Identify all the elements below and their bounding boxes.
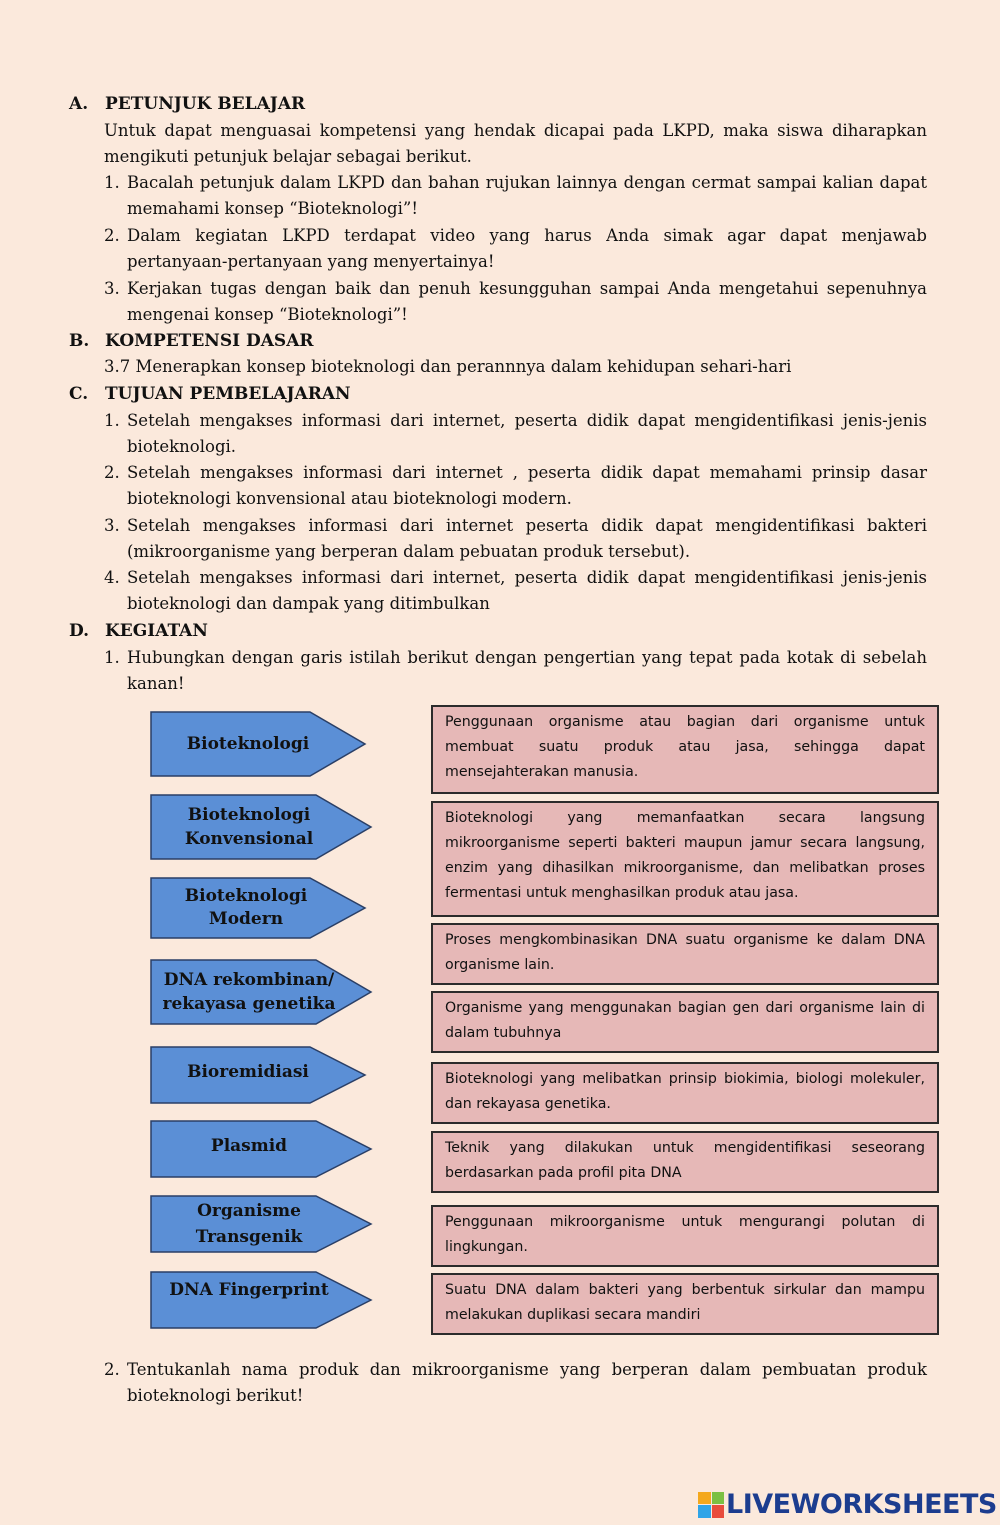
term-arrow[interactable] [150, 959, 372, 1025]
definition-box[interactable]: Bioteknologi yang memanfaatkan secara langsung mikroorganisme seperti bakteri maupun jamur secara langsung, enzim yang dihasilkan mikroorganisme, dan melibatkan proses fermentasi untuk menghasilkan produk atau jasa. [431, 801, 939, 917]
term-arrow[interactable] [150, 1271, 372, 1329]
term-label: Konvensional [184, 829, 314, 849]
list-item: 3. Setelah mengakses informasi dari internet peserta didik dapat mengidentifikasi bakteri (mikroorganisme yang berperan dalam pebuatan produk tersebut). [104, 516, 927, 561]
list-item: 2. Dalam kegiatan LKPD terdapat video yang harus Anda simak agar dapat menjawab pertanyaan-pertanyaan yang menyertainya! [104, 226, 927, 271]
term-label: Transgenik [195, 1227, 303, 1247]
section-b-heading: B. KOMPETENSI DASAR [69, 331, 314, 351]
term-label: Modern [208, 909, 284, 929]
section-d-heading: D. KEGIATAN [69, 621, 208, 641]
term-label: DNA rekombinan/ [163, 970, 335, 990]
section-a-intro: Untuk dapat menguasai kompetensi yang hendak dicapai pada LKPD, maka siswa diharapkan mengikuti petunjuk belajar sebagai berikut. [104, 121, 927, 166]
definition-box[interactable]: Bioteknologi yang melibatkan prinsip biokimia, biologi molekuler, dan rekayasa genetika. [431, 1062, 939, 1124]
term-label: DNA Fingerprint [169, 1280, 329, 1300]
term-arrow[interactable] [150, 1046, 372, 1104]
section-title: PETUNJUK BELAJAR [105, 94, 306, 114]
list-item: 4. Setelah mengakses informasi dari internet, peserta didik dapat mengidentifikasi jenis-jenis bioteknologi dan dampak yang ditimbulkan [104, 568, 927, 613]
list-item: 2. Setelah mengakses informasi dari internet , peserta didik dapat memahami prinsip dasar bioteknologi konvensional atau bioteknologi modern. [104, 463, 927, 508]
logo-text: LIVEWORKSHEETS [726, 1489, 997, 1520]
definition-box[interactable]: Suatu DNA dalam bakteri yang berbentuk sirkular dan mampu melakukan duplikasi secara mandiri [431, 1273, 939, 1335]
definition-box[interactable]: Penggunaan organisme atau bagian dari organisme untuk membuat suatu produk atau jasa, sehingga dapat mensejahterakan manusia. [431, 705, 939, 794]
term-label: Plasmid [210, 1136, 288, 1156]
term-label: rekayasa genetika [162, 994, 336, 1014]
term-label: Organisme [197, 1201, 301, 1221]
list-item: 1. Setelah mengakses informasi dari internet, peserta didik dapat mengidentifikasi jenis-jenis bioteknologi. [104, 411, 927, 456]
section-b-text: 3.7 Menerapkan konsep bioteknologi dan perannnya dalam kehidupan sehari-hari [104, 357, 792, 376]
list-item: 1. Bacalah petunjuk dalam LKPD dan bahan rujukan lainnya dengan cermat sampai kalian dapat memahami konsep “Bioteknologi”! [104, 173, 927, 218]
section-letter: A. [69, 94, 89, 114]
term-label: Bioteknologi [186, 734, 310, 754]
liveworksheets-logo[interactable] [698, 1489, 997, 1520]
definition-box[interactable]: Penggunaan mikroorganisme untuk mengurangi polutan di lingkungan. [431, 1205, 939, 1267]
list-item: 3. Kerjakan tugas dengan baik dan penuh kesungguhan sampai Anda mengetahui sepenuhnya mengenai konsep “Bioteknologi”! [104, 279, 927, 324]
term-arrow[interactable] [150, 794, 372, 860]
section-c-heading: C. TUJUAN PEMBELAJARAN [69, 384, 351, 404]
liveworksheets-logo-icon [698, 1492, 724, 1518]
term-arrow[interactable] [150, 1195, 372, 1253]
term-arrow[interactable] [150, 877, 372, 939]
task-instruction: 2. Tentukanlah nama produk dan mikroorganisme yang berperan dalam pembuatan produk bioteknologi berikut! [104, 1360, 927, 1405]
section-a-heading [69, 93, 305, 115]
definition-box[interactable]: Proses mengkombinasikan DNA suatu organisme ke dalam DNA organisme lain. [431, 923, 939, 985]
term-label: Bioremidiasi [187, 1062, 309, 1082]
definition-box[interactable]: Teknik yang dilakukan untuk mengidentifikasi seseorang berdasarkan pada profil pita DNA [431, 1131, 939, 1193]
term-arrow[interactable] [150, 711, 372, 777]
task-instruction: 1. Hubungkan dengan garis istilah berikut dengan pengertian yang tepat pada kotak di sebelah kanan! [104, 648, 927, 693]
definition-box[interactable]: Organisme yang menggunakan bagian gen dari organisme lain di dalam tubuhnya [431, 991, 939, 1053]
term-label: Bioteknologi [184, 886, 308, 906]
term-label: Bioteknologi [187, 805, 311, 825]
term-arrow[interactable] [150, 1120, 372, 1178]
